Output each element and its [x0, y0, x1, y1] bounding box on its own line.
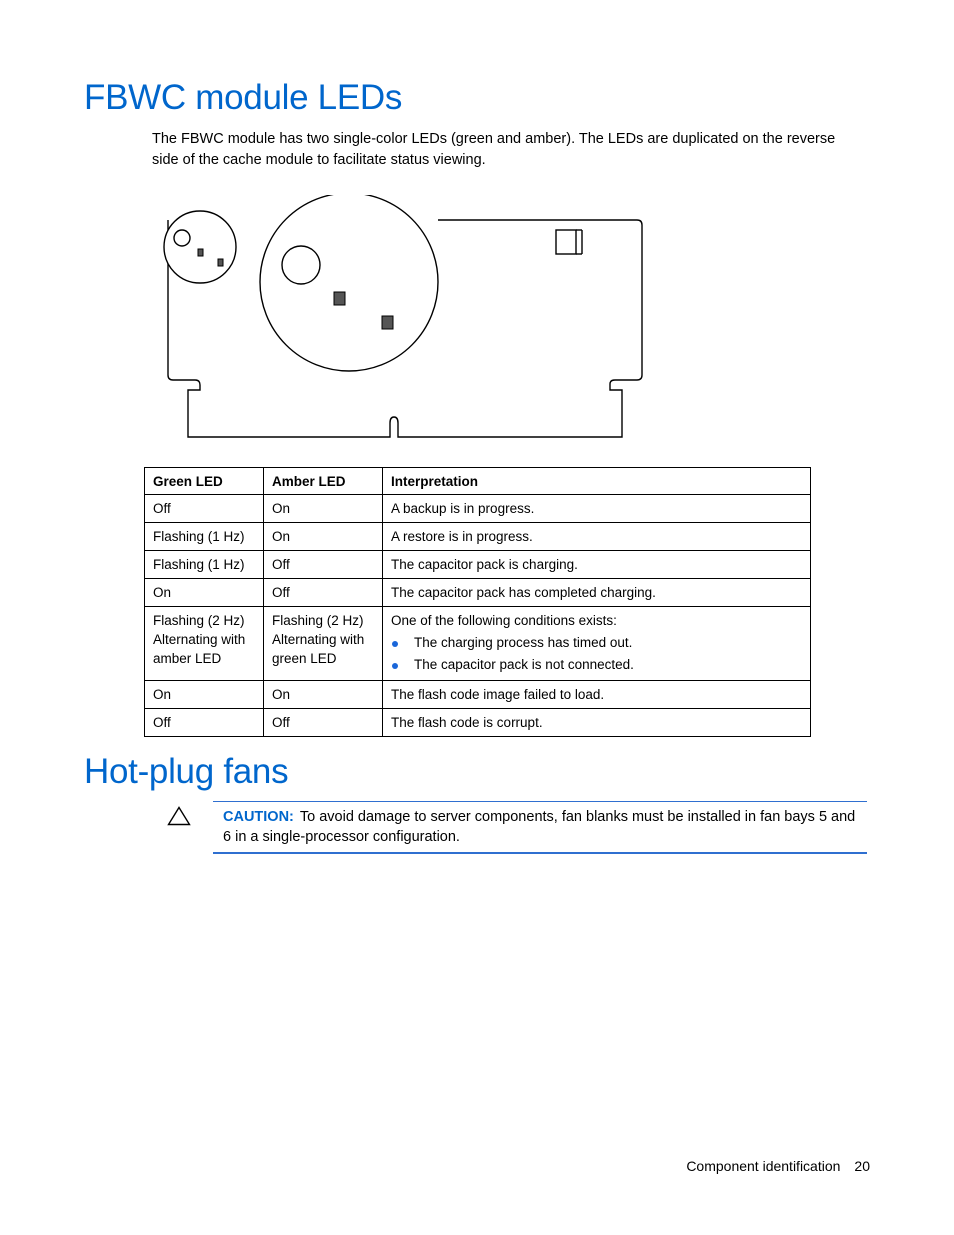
table-row	[145, 579, 811, 607]
cell-line: amber LED	[153, 651, 222, 666]
cell-line: Alternating with	[153, 632, 246, 647]
led-green-small	[198, 249, 203, 256]
led-amber-small	[218, 259, 223, 266]
cell-line: Flashing (2 Hz)	[153, 613, 245, 628]
cell-line: green LED	[272, 651, 337, 666]
table-row	[145, 681, 811, 709]
caution-notice	[213, 801, 867, 854]
cell-green	[145, 607, 264, 681]
footer-section-name: Component identification	[686, 1158, 841, 1174]
cell-interpretation: A backup is in progress.	[383, 495, 811, 523]
led-status-table	[144, 467, 811, 737]
page-footer	[686, 1158, 870, 1174]
cell-interpretation: The capacitor pack is charging.	[383, 551, 811, 579]
conditions-list	[391, 632, 802, 676]
fbwc-module-diagram	[150, 195, 650, 445]
section-title-fbwc-leds: FBWC module LEDs	[84, 78, 403, 117]
table-header-row	[145, 468, 811, 495]
cell-amber: On	[264, 495, 383, 523]
warning-triangle-icon	[167, 806, 191, 826]
fbwc-intro-paragraph: The FBWC module has two single-color LEDs (green and amber). The LEDs are duplicated on the reverse side of the cache module to facilitate status viewing.	[152, 131, 836, 168]
led-callout-small	[164, 211, 236, 283]
cell-green: Flashing (1 Hz)	[145, 551, 264, 579]
led-green-large	[334, 292, 345, 305]
cell-green: Off	[145, 495, 264, 523]
caution-text	[223, 807, 859, 847]
table-row	[145, 551, 811, 579]
cell-amber: On	[264, 523, 383, 551]
header-green-led: Green LED	[145, 468, 264, 495]
table-row	[145, 495, 811, 523]
caution-label: CAUTION:	[223, 809, 294, 825]
table-row	[145, 523, 811, 551]
cell-interpretation: The flash code image failed to load.	[383, 681, 811, 709]
cell-amber	[264, 607, 383, 681]
led-callout-large	[260, 195, 438, 371]
cell-interpretation: The flash code is corrupt.	[383, 709, 811, 737]
cell-amber: On	[264, 681, 383, 709]
cell-green: Off	[145, 709, 264, 737]
cell-amber: Off	[264, 551, 383, 579]
table-row	[145, 709, 811, 737]
caution-body: To avoid damage to server components, fan blanks must be installed in fan bays 5 and 6 in a single-processor configuration.	[223, 809, 856, 845]
page-number: 20	[854, 1158, 870, 1174]
header-interpretation: Interpretation	[383, 468, 811, 495]
cell-green: Flashing (1 Hz)	[145, 523, 264, 551]
cell-interpretation	[383, 607, 811, 681]
connector-notch	[556, 230, 576, 254]
cell-interpretation: A restore is in progress.	[383, 523, 811, 551]
conditions-intro: One of the following conditions exists:	[391, 613, 617, 628]
cell-amber: Off	[264, 579, 383, 607]
cell-green: On	[145, 681, 264, 709]
table-row	[145, 607, 811, 681]
cell-line: Alternating with	[272, 632, 365, 647]
cell-line: Flashing (2 Hz)	[272, 613, 364, 628]
cell-green: On	[145, 579, 264, 607]
led-amber-large	[382, 316, 393, 329]
cell-amber: Off	[264, 709, 383, 737]
list-item: The capacitor pack is not connected.	[391, 654, 802, 676]
header-amber-led: Amber LED	[264, 468, 383, 495]
section-title-hot-plug-fans: Hot-plug fans	[84, 752, 289, 791]
list-item: The charging process has timed out.	[391, 632, 802, 654]
cell-interpretation: The capacitor pack has completed charging.	[383, 579, 811, 607]
